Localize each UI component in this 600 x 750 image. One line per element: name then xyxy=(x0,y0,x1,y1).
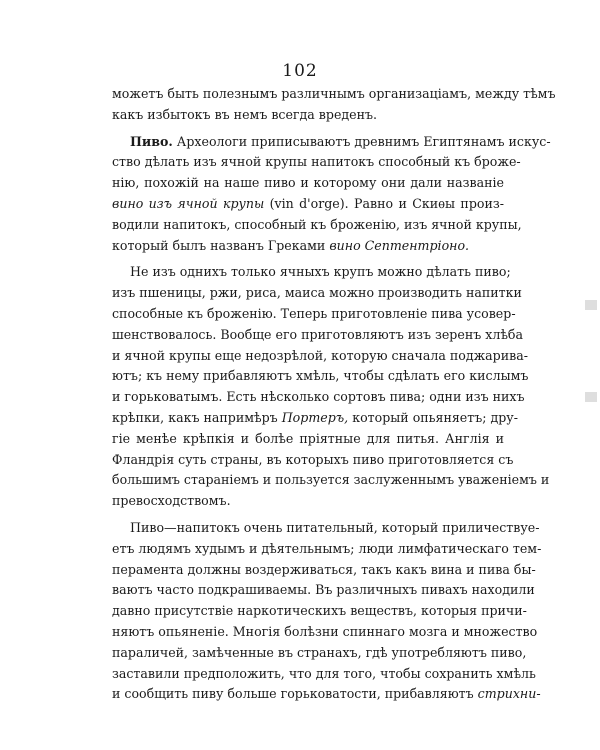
text-span: который былъ названъ Греками xyxy=(112,237,326,253)
italic-term: стрихни- xyxy=(477,686,541,702)
text-span: который опьяняетъ; дру- xyxy=(352,409,518,425)
text-line: шенствовалось. Вообще его приготовляютъ изъ зеренъ хлѣба xyxy=(112,326,524,342)
text-line: давно присутствiе наркотическихъ веществъ, которыя причи- xyxy=(112,603,527,619)
italic-term: вино Септентрiоно. xyxy=(329,237,470,253)
body-text xyxy=(112,84,556,705)
text-line: перамента должны воздерживаться, такъ какъ вина и пива бы- xyxy=(112,561,536,577)
italic-term: вино изъ ячной крупы xyxy=(112,195,265,211)
text-line: нiю, похожiй на наше пиво и которому они дали названiе xyxy=(112,175,504,191)
text-line: Не изъ однихъ только ячныхъ крупъ можно дѣлать пиво; xyxy=(130,264,511,280)
text-line: можетъ быть полезнымъ различнымъ организацiамъ, между тѣмъ xyxy=(112,86,556,101)
text-line: ство дѣлать изъ ячной крупы напитокъ способный къ броже- xyxy=(112,154,521,170)
text-line xyxy=(112,236,504,257)
text-span: крѣпки, какъ напримѣръ xyxy=(112,409,278,425)
scan-edge-mark xyxy=(585,300,597,310)
text-line: етъ людямъ худымъ и дѣятельнымъ; люди лимфатическаго тем- xyxy=(112,540,542,556)
text-line: и горьковатымъ. Есть нѣсколько сортовъ пива; одни изъ нихъ xyxy=(112,389,525,405)
text-line: водили напитокъ, способный къ броженiю, изъ ячной крупы, xyxy=(112,216,522,232)
page-number: 102 xyxy=(282,61,318,81)
text-line: гiе менѣе крѣпкiя и болѣе прiятные для питья. Англiя и xyxy=(112,430,504,446)
text-line: большимъ старанiемъ и пользуется заслуженнымъ уваженiемъ и xyxy=(112,472,550,488)
text-line xyxy=(112,684,541,705)
section-heading: Пиво. xyxy=(130,133,173,149)
text-line xyxy=(112,132,551,153)
text-line: Фландрiя суть страны, въ которыхъ пиво приготовляется съ xyxy=(112,451,514,467)
text-line: заставили предположить, что для того, чтобы сохранить хмѣль xyxy=(112,665,536,681)
text-span: (vin d'orge). Равно и Скиѳы произ- xyxy=(269,195,504,211)
italic-term: Портеръ, xyxy=(281,409,349,425)
text-line: и ячной крупы еще недозрѣлой, которую сначала поджарива- xyxy=(112,347,528,363)
text-line: Пиво—напитокъ очень питательный, который приличествуе- xyxy=(130,519,540,535)
text-line xyxy=(112,194,504,215)
text-span: и сообщить пиву больше горьковатости, прибавляютъ xyxy=(112,686,474,702)
text-line: параличей, замѣченные въ странахъ, гдѣ употребляютъ пиво, xyxy=(112,644,527,660)
text-line: какъ избытокъ въ немъ всегда вреденъ. xyxy=(112,106,378,122)
text-span: Археологи приписываютъ древнимъ Египтянамъ искус- xyxy=(176,133,551,149)
text-line: изъ пшеницы, ржи, риса, маиса можно производить напитки xyxy=(112,285,522,301)
text-line: ютъ; къ нему прибавляютъ хмѣль, чтобы сдѣлать его кислымъ xyxy=(112,368,529,384)
text-line: превосходствомъ. xyxy=(112,493,231,509)
text-line: способные къ броженiю. Теперь приготовленiе пива усовер- xyxy=(112,305,516,321)
scan-edge-mark xyxy=(585,392,597,402)
text-line: ваютъ часто подкрашиваемы. Въ различныхъ пивахъ находили xyxy=(112,582,535,598)
text-line: няютъ опьяненiе. Многiя болѣзни спиннаго мозга и множество xyxy=(112,623,538,639)
text-line xyxy=(112,408,518,429)
